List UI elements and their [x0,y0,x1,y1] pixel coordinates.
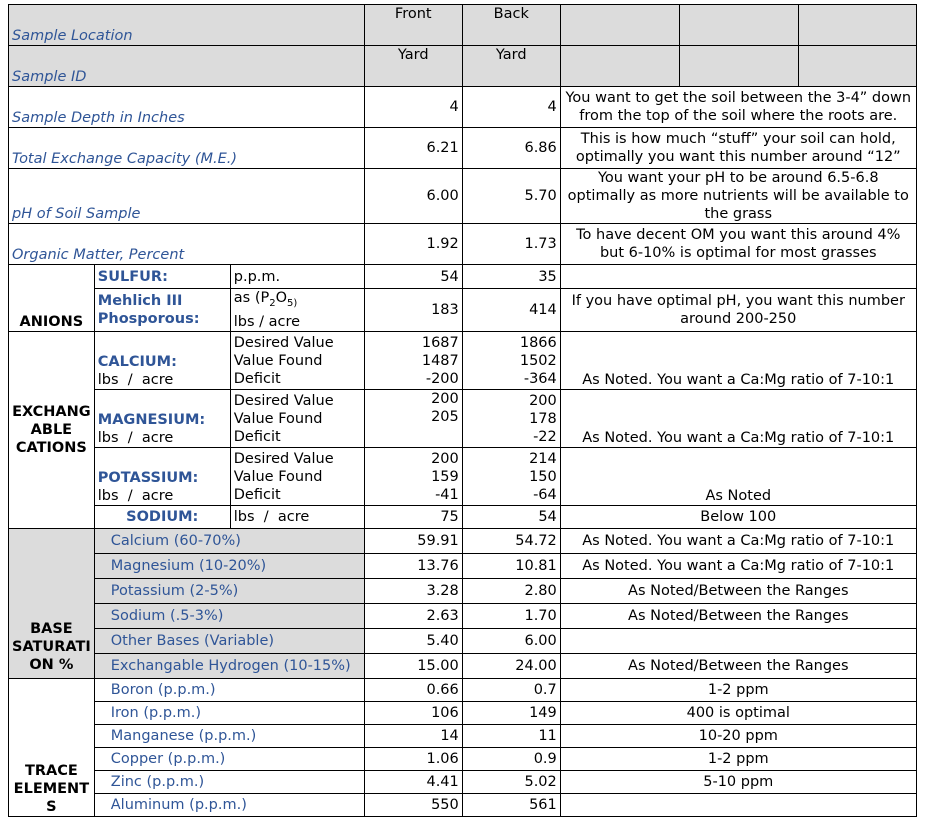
back-yard-values [462,390,560,448]
row-label: Exchangable Hydrogen (10-15%) [94,654,364,679]
col2-header-bottom: Yard [462,46,560,87]
back-yard-value: 6.86 [462,128,560,169]
front-yard-value: 1.06 [364,748,462,771]
table-row-calcium [9,332,917,390]
comment: If you have optimal pH, you want this number around 200-250 [560,289,916,332]
back-yard-value: 414 [462,289,560,332]
value-found: 1502 [519,352,557,369]
category-line: TRACE [24,763,78,779]
front-yard-value: 6.21 [364,128,462,169]
table-row [9,579,917,604]
table-row [9,604,917,629]
row-label: Copper (p.p.m.) [94,748,364,771]
soil-test-table [8,4,917,817]
row-label: Magnesium (10-20%) [94,554,364,579]
back-yard-value: 24.00 [462,654,560,679]
back-yard-values [462,332,560,390]
value-labels [230,390,364,448]
back-yard-value: 149 [462,702,560,725]
row-label: Potassium (2-5%) [94,579,364,604]
front-yard-value: 5.40 [364,629,462,654]
nutrient-name-line: Mehlich III [97,293,183,309]
empty-header-cell [560,5,679,46]
comment: As Noted/Between the Ranges [560,654,916,679]
comment: As Noted/Between the Ranges [560,579,916,604]
nutrient-name [94,332,230,390]
nutrient-name [94,390,230,448]
row-label: Sample Depth in Inches [9,87,365,128]
front-yard-values [364,332,462,390]
front-yard-value: 59.91 [364,529,462,554]
front-yard-value: 0.66 [364,679,462,702]
front-yard-value: 2.63 [364,604,462,629]
back-yard-value: 6.00 [462,629,560,654]
desired-value: 1866 [519,334,557,351]
comment: As Noted [560,448,916,506]
header-row-id [9,46,917,87]
table-row [9,771,917,794]
front-yard-value: 550 [364,794,462,817]
front-yard-value: 1.92 [364,224,462,265]
empty-header-cell [560,46,679,87]
back-yard-value: 0.9 [462,748,560,771]
deficit: -200 [425,370,459,387]
deficit: -41 [435,486,459,503]
unit-line [234,289,361,313]
deficit: -364 [523,370,557,387]
row-label: Iron (p.p.m.) [94,702,364,725]
table-row [9,169,917,224]
value-labels [230,448,364,506]
table-row-sulfur [9,265,917,289]
table-row [9,224,917,265]
row-label: Calcium (60-70%) [94,529,364,554]
unit-label: lbs / acre [97,372,174,388]
table-row [9,128,917,169]
category-line: SATURATI [12,639,91,655]
table-row-potassium [9,448,917,506]
comment: This is how much “stuff” your soil can hold, optimally you want this number around “12” [560,128,916,169]
unit-label: p.p.m. [230,265,364,289]
row-label: Sodium (.5-3%) [94,604,364,629]
nutrient-title: MAGNESIUM: [97,412,206,428]
comment: As Noted. You want a Ca:Mg ratio of 7-10:1 [560,390,916,448]
nutrient-name [94,289,230,332]
deficit: -22 [533,428,557,445]
row-label: Zinc (p.p.m.) [94,771,364,794]
table-row [9,748,917,771]
back-yard-value: 10.81 [462,554,560,579]
front-yard-value: 54 [364,265,462,289]
category-anions: ANIONS [9,265,95,332]
value-labels [230,332,364,390]
unit-label [230,289,364,332]
desired-value-label: Desired Value [233,334,334,351]
table-row-sodium [9,506,917,529]
unit-label: lbs / acre [230,506,364,529]
value-found-label: Value Found [233,410,323,427]
category-line: EXCHANG [12,404,91,420]
unit-label: lbs / acre [97,488,174,504]
table-row [9,529,917,554]
front-yard-value: 75 [364,506,462,529]
desired-value: 200 [431,391,459,407]
front-yard-value: 3.28 [364,579,462,604]
nutrient-name: SULFUR: [94,265,230,289]
table-row-phosphorous [9,289,917,332]
row-label: Total Exchange Capacity (M.E.) [9,128,365,169]
category-base-saturation [9,529,95,679]
back-yard-value: 54 [462,506,560,529]
table-row [9,679,917,702]
unit-label: lbs / acre [97,430,174,446]
unit-text: O [275,290,288,307]
header-row-location [9,5,917,46]
front-yard-value: 106 [364,702,462,725]
comment: You want your pH to be around 6.5-6.8 optimally as more nutrients will be available to the grass [560,169,916,224]
front-yard-value: 14 [364,725,462,748]
comment: 5-10 ppm [560,771,916,794]
comment: You want to get the soil between the 3-4” down from the top of the soil where the roots are. [560,87,916,128]
front-yard-value: 4.41 [364,771,462,794]
desired-value-label: Desired Value [233,392,334,409]
desired-value: 214 [529,450,557,467]
front-yard-value: 4 [364,87,462,128]
desired-value-label: Desired Value [233,450,334,467]
value-found-label: Value Found [233,352,323,369]
deficit-label: Deficit [233,486,281,503]
comment: To have decent OM you want this around 4% but 6-10% is optimal for most grasses [560,224,916,265]
table-row [9,702,917,725]
desired-value: 1687 [421,334,459,351]
comment: As Noted. You want a Ca:Mg ratio of 7-10:1 [560,529,916,554]
row-label: pH of Soil Sample [9,169,365,224]
comment: As Noted. You want a Ca:Mg ratio of 7-10:1 [560,332,916,390]
category-exchangeable-cations [9,332,95,529]
nutrient-name: SODIUM: [94,506,230,529]
row-label: Organic Matter, Percent [9,224,365,265]
table-row [9,794,917,817]
back-yard-value: 5.02 [462,771,560,794]
value-found: 1487 [421,352,459,369]
nutrient-title: POTASSIUM: [97,470,199,486]
category-line: BASE [30,621,73,637]
desired-value: 200 [529,392,557,409]
value-found: 159 [431,468,459,485]
comment: 10-20 ppm [560,725,916,748]
unit-text: as (P [233,290,270,307]
unit-line: lbs / acre [233,313,301,330]
table-row [9,654,917,679]
desired-value: 200 [431,450,459,467]
back-yard-value: 0.7 [462,679,560,702]
front-yard-value: 183 [364,289,462,332]
table-row-magnesium [9,390,917,448]
value-found: 178 [529,410,557,427]
table-row [9,629,917,654]
value-found: 205 [431,409,459,425]
empty-header-cell [798,46,916,87]
col2-header-top: Back [462,5,560,46]
value-found-label: Value Found [233,468,323,485]
row-label: Aluminum (p.p.m.) [94,794,364,817]
front-yard-values [364,390,462,448]
deficit-label: Deficit [233,428,281,445]
table-row [9,725,917,748]
sample-location-label: Sample Location [9,5,365,46]
category-line: CATIONS [15,440,87,456]
category-line: ON % [29,657,74,673]
row-label: Boron (p.p.m.) [94,679,364,702]
nutrient-title: CALCIUM: [97,354,177,370]
back-yard-value: 54.72 [462,529,560,554]
row-label: Other Bases (Variable) [94,629,364,654]
front-yard-values [364,448,462,506]
back-yard-values [462,448,560,506]
empty-header-cell [798,5,916,46]
back-yard-value: 4 [462,87,560,128]
table-row [9,554,917,579]
table-row [9,87,917,128]
comment: As Noted. You want a Ca:Mg ratio of 7-10:1 [560,554,916,579]
comment [560,794,916,817]
comment: 1-2 ppm [560,748,916,771]
nutrient-name [94,448,230,506]
comment [560,629,916,654]
back-yard-value: 1.73 [462,224,560,265]
back-yard-value: 2.80 [462,579,560,604]
unit-subscript: 2 [269,297,276,309]
front-yard-value: 6.00 [364,169,462,224]
category-trace-elements [9,679,95,817]
back-yard-value: 35 [462,265,560,289]
unit-subscript: 5) [287,297,298,309]
value-found: 150 [529,468,557,485]
front-yard-value: 13.76 [364,554,462,579]
comment: As Noted/Between the Ranges [560,604,916,629]
comment: 400 is optimal [560,702,916,725]
back-yard-value: 5.70 [462,169,560,224]
comment [560,265,916,289]
empty-header-cell [679,5,798,46]
category-line: ABLE [30,422,73,438]
col1-header-top: Front [364,5,462,46]
back-yard-value: 561 [462,794,560,817]
row-label: Manganese (p.p.m.) [94,725,364,748]
deficit: -64 [533,486,557,503]
deficit-label: Deficit [233,370,281,387]
col1-header-bottom: Yard [364,46,462,87]
category-line: ELEMENT [13,781,90,797]
category-line: S [46,799,57,815]
comment: 1-2 ppm [560,679,916,702]
nutrient-name-line: Phosporous: [97,311,200,327]
empty-header-cell [679,46,798,87]
comment: Below 100 [560,506,916,529]
back-yard-value: 1.70 [462,604,560,629]
sample-id-label: Sample ID [9,46,365,87]
front-yard-value: 15.00 [364,654,462,679]
back-yard-value: 11 [462,725,560,748]
